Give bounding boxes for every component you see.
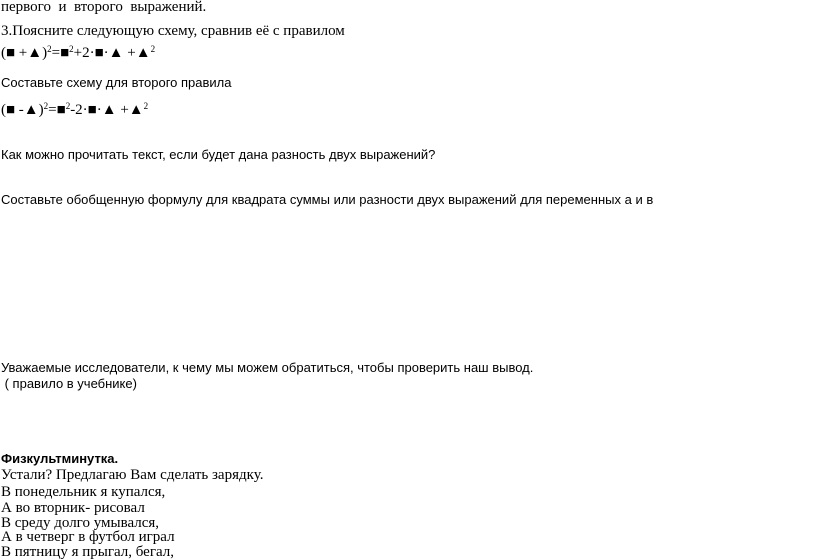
formula-exponent: 2 xyxy=(43,101,49,111)
scheme-formula-sum xyxy=(1,46,155,61)
task-general-formula: Составьте обобщенную формулу для квадрата суммы или разности двух выражений для переменных а и в xyxy=(1,192,654,207)
text-line-1: первого и второго выражений. xyxy=(1,0,207,15)
poem-line-5: А в четверг в футбол играл xyxy=(1,529,175,545)
poem-line-2: В понедельник я купался, xyxy=(1,484,166,500)
formula-part: (■ +▲) xyxy=(1,45,48,61)
formula-exponent: 2 xyxy=(65,101,71,111)
formula-part: +2·■·▲ +▲ xyxy=(73,45,151,61)
formula-part: =■ xyxy=(48,102,66,118)
question-difference: Как можно прочитать текст, если будет дана разность двух выражений? xyxy=(1,147,436,162)
exercise-break-heading: Физкультминутка. xyxy=(1,451,119,466)
poem-line-3: А во вторник- рисовал xyxy=(1,500,145,516)
formula-exponent: 2 xyxy=(150,44,156,54)
formula-exponent: 2 xyxy=(47,44,52,54)
textbook-rule-note: ( правило в учебнике) xyxy=(1,376,137,391)
task-3-heading: 3.Поясните следующую схему, сравнив её с правилом xyxy=(1,23,345,39)
poem-line-6: В пятницу я прыгал, бегал, xyxy=(1,544,175,560)
formula-part: (■ -▲) xyxy=(1,102,44,118)
formula-exponent: 2 xyxy=(143,101,149,111)
scheme-formula-difference xyxy=(1,103,148,118)
poem-line-4: В среду долго умывался, xyxy=(1,515,160,531)
formula-exponent: 2 xyxy=(69,44,74,54)
formula-part: =■ xyxy=(51,45,70,61)
poem-line-1: Устали? Предлагаю Вам сделать зарядку. xyxy=(1,467,264,483)
researchers-question: Уважаемые исследователи, к чему мы можем обратиться, чтобы проверить наш вывод. xyxy=(1,360,534,375)
task-second-rule: Составьте схему для второго правила xyxy=(1,75,232,90)
formula-part: -2·■·▲ +▲ xyxy=(70,102,144,118)
